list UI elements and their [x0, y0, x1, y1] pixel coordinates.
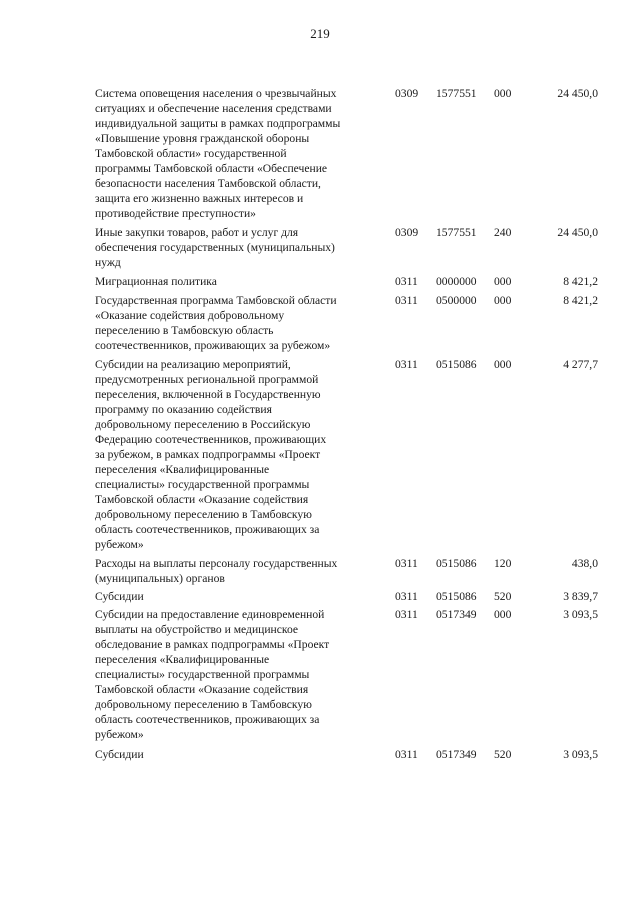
row-section-code: 0311	[395, 294, 418, 307]
row-section-code: 0311	[395, 608, 418, 621]
row-section-code: 0311	[395, 557, 418, 570]
row-description: Субсидии	[95, 590, 144, 603]
row-section-code: 0311	[395, 275, 418, 288]
row-target-code: 1577551	[436, 87, 477, 100]
row-target-code: 0515086	[436, 557, 477, 570]
row-description: Субсидии на реализацию мероприятий, предусмотренных региональной программой переселения, включенной в Государственную программу по оказанию содействия добровольному переселению в Российскую Федерацию соотечественников, проживающих за рубежом, в рамках подпрограммы «Проект переселения «Квалифицированные специалисты» государственной программы Тамбовской области «Оказание содействия добровольному переселению в Тамбовскую область соотечественников, проживающих за рубежом»	[95, 358, 327, 551]
row-section-code: 0309	[395, 87, 419, 100]
row-expense-type: 000	[494, 358, 512, 371]
row-target-code: 1577551	[436, 226, 477, 239]
row-expense-type: 240	[494, 226, 512, 239]
row-amount: 8 421,2	[563, 275, 598, 288]
row-target-code: 0517349	[436, 608, 477, 621]
row-description: Государственная программа Тамбовской области «Оказание содействия добровольному переселению в Тамбовскую область соотечественников, проживающих за рубежом»	[95, 294, 337, 352]
row-description: Расходы на выплаты персоналу государственных (муниципальных) органов	[95, 557, 338, 585]
row-expense-type: 000	[494, 294, 512, 307]
page-number: 219	[310, 26, 330, 41]
row-amount: 8 421,2	[563, 294, 598, 307]
row-expense-type: 000	[494, 275, 512, 288]
row-expense-type: 120	[494, 557, 512, 570]
row-amount: 24 450,0	[557, 226, 598, 239]
row-amount: 24 450,0	[557, 87, 598, 100]
row-amount: 438,0	[571, 557, 598, 570]
row-target-code: 0517349	[436, 748, 477, 761]
row-target-code: 0515086	[436, 358, 477, 371]
row-amount: 3 093,5	[563, 608, 598, 621]
row-description: Иные закупки товаров, работ и услуг для обеспечения государственных (муниципальных) нужд	[95, 226, 335, 269]
row-description: Миграционная политика	[95, 275, 217, 288]
row-expense-type: 520	[494, 748, 512, 761]
row-amount: 4 277,7	[563, 358, 598, 371]
row-expense-type: 000	[494, 608, 512, 621]
row-target-code: 0515086	[436, 590, 477, 603]
row-description: Субсидии на предоставление единовременной выплаты на обустройство и медицинское обследование в рамках подпрограммы «Проект переселения «Квалифицированные специалисты» государственной программы Тамбовской области «Оказание содействия добровольному переселению в Тамбовскую область соотечественников, проживающих за рубежом»	[95, 608, 330, 741]
row-target-code: 0500000	[436, 294, 477, 307]
row-section-code: 0311	[395, 358, 418, 371]
row-description: Субсидии	[95, 748, 144, 761]
row-description: Система оповещения населения о чрезвычайных ситуациях и обеспечение населения средствами индивидуальной защиты в рамках подпрограммы «Повышение уровня гражданской обороны Тамбовской области» государственной программы Тамбовской области «Обеспечение безопасности населения Тамбовской области, защита его жизненно важных интересов и противодействие преступности»	[95, 87, 341, 220]
row-amount: 3 093,5	[563, 748, 598, 761]
row-expense-type: 520	[494, 590, 512, 603]
row-expense-type: 000	[494, 87, 512, 100]
row-section-code: 0309	[395, 226, 419, 239]
row-amount: 3 839,7	[563, 590, 598, 603]
row-section-code: 0311	[395, 748, 418, 761]
row-target-code: 0000000	[436, 275, 477, 288]
row-section-code: 0311	[395, 590, 418, 603]
